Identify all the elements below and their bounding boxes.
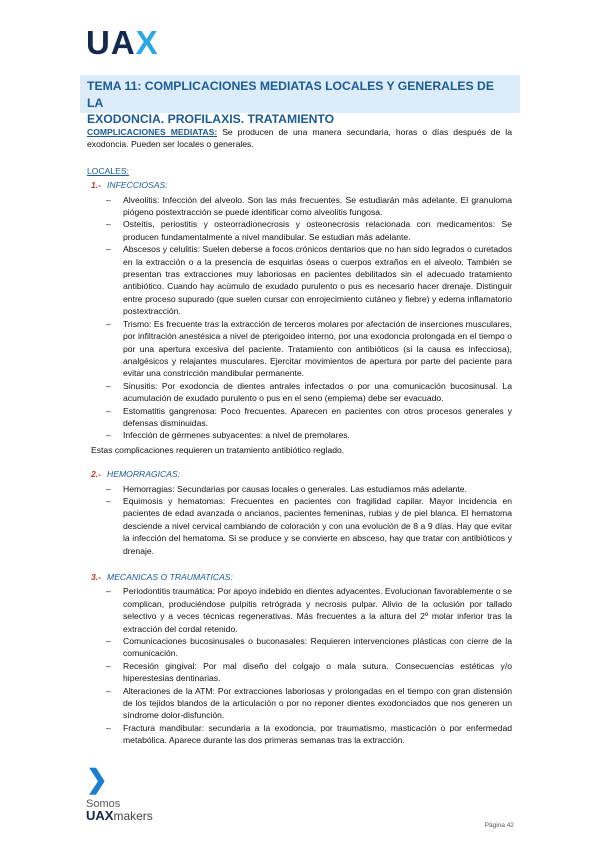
list-item: – Infección de gérmenes subyacentes: a nivel de premolares. [106,430,350,441]
section-list [87,585,512,746]
intro-label: COMPLICACIONES MEDIATAS: [87,127,218,137]
list-item: – Trismo: Es frecuente tras la extracción de terceros molares por afectación de inserciones musculares, por infiltración anestésica a nivel de pterigoideo interno, por una exodoncia prolongada en el tiempo o por una apertura excesiva del paciente. Tratamiento con antibióticos (si la causa es infecciosa), analgésicos y relajantes musculares. Ejercitar movimientos de apertura por parte del paciente para evitar una constricción mandibular permanente. [106,318,512,379]
list-item: – Osteítis, periostitis y osteorradionecrosis y osteonecrosis relacionada con medicamentos: Se producen fundamentalmente a nivel mandibular. Se estudian más adelante. [106,219,512,242]
section-note: Estas complicaciones requieren un tratamiento antibiótico reglado. [91,444,345,455]
list-item: – Abscesos y celulitis: Suelen deberse a focos crónicos dentarios que no han sido legrados o curetados en la extracción o a la presencia de esquirlas óseas o cuerpos extraños en el alveolo. También se presentan tras extracciones muy laboriosas en pacientes debilitados sin el adecuado tratamiento antibiótico. Cuando hay acúmulo de exudado purulento o pus es necesario hacer drenaje. Distinguir entre proceso supurado (que suelen cursar con enrojecimiento cutáneo y fiebre) y edema inflamatorio postextracción. [106,244,512,317]
document-body [87,126,512,747]
uax-logo: UAX [86,24,159,61]
section-heading: 3.- MECANICAS O TRAUMATICAS: [91,572,233,582]
topic-title-line2: EXODONCIA. PROFILAXIS. TRATAMIENTO [87,112,335,126]
section-heading: 1.- INFECCIOSAS: [91,180,168,191]
list-item: – Hemorragias: Secundarias por causas locales o generales. Las estudiamos más adelante. [106,483,467,494]
chevron-right-icon: ❯ [86,764,108,794]
section-hemorragicas [87,468,512,569]
intro-text: Se producen de una manera secundaria, horas o días después de la exodoncia. Pueden ser locales o generales. [87,127,512,150]
section-mecanicas [87,571,512,747]
list-item: – Periodontitis traumática: Por apoyo indebido en dientes adyacentes. Evolucionan favorablemente o se complican, produciéndose pulpitis retrógrada y necrosis pulpar. Alivio de la oclusión por tallado selectivo y a veces técnicas regenerativas. Más frecuentes a la altura del 2º molar inferior tras la extracción del cordal retenido. [106,586,512,634]
section-infecciosas [87,179,512,456]
page-number: Página 42 [484,822,514,829]
list-item: – Equimosis y hematomas: Frecuentes en pacientes con fragilidad capilar. Mayor incidencia en pacientes de edad avanzada o ancianos, pacientes femeninas, rubias y de piel blanca. El hematoma desciende a nivel cervical cambiando de coloración y con una evolución de 8 a 9 días. Hay que evitar la infección del hematoma. Si se produce y se convierte en absceso, hay que tratar con antibióticos y drenaje. [106,495,512,556]
locales-heading: LOCALES: [87,165,130,176]
list-item: – Alteraciones de la ATM: Por extracciones laboriosas y prolongadas en el tiempo con gran distensión de los tejidos blandos de la articulación o por no reponer dientes exodonciados que nos generen un síndrome dolor-disfunción. [106,685,512,721]
list-item: – Recesión gingival: Por mal diseño del colgajo o mala sutura. Consecuencias estéticas y/o hiperestesias dentinarias. [106,660,512,684]
somos-uax-makers-logo: Somos UAXmakers [86,798,153,823]
list-item: – Fractura mandibular: secundaria a la exodoncia, por traumatismo, masticación o por enfermedad metabólica. Aparece durante las dos primeras semanas tras la extracción. [106,722,512,746]
section-heading: 2.- HEMORRAGICAS: [91,469,181,480]
list-item: – Alveolitis: Infección del alveolo. Son las más frecuentes. Se estudiarán más adelante. El granuloma piógeno postextracción se puede identificar como alveolitis fungosa. [106,194,512,218]
list-item: – Estomatitis gangrenosa: Poco frecuentes. Aparecen en pacientes con otros procesos generales y defensas disminuidas. [106,405,512,428]
section-list [87,194,512,442]
intro-paragraph [87,126,512,151]
topic-title-box [80,75,520,126]
section-list [87,483,512,557]
list-item: – Sinusitis: Por exodoncia de dientes antrales infectados o por una comunicación bucosinusal. La acumulación de exudado purulento o pus en el seno (empiema) debe ser evacuado. [106,380,512,404]
list-item: – Comunicaciones bucosinusales o buconasales: Requieren intervenciones plásticas con cierre de la comunicación. [106,636,512,659]
topic-title-line1: TEMA 11: COMPLICACIONES MEDIATAS LOCALES Y GENERALES DE LA [87,79,494,110]
